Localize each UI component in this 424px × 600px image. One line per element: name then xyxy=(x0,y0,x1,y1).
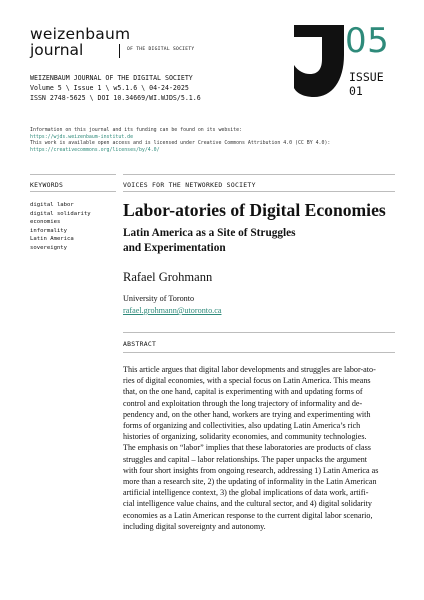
abstract-line: more than a research site, 2) the updating of informality in the Latin American xyxy=(123,477,377,487)
divider-abstract-top xyxy=(123,332,395,333)
keywords-heading: KEYWORDS xyxy=(30,181,64,189)
journal-name: WEIZENBAUM JOURNAL OF THE DIGITAL SOCIETY xyxy=(30,74,193,82)
abstract-heading: ABSTRACT xyxy=(123,340,157,348)
journal-info xyxy=(30,73,201,103)
abstract-line: This article argues that digital labor developments and struggles are labor-ato- xyxy=(123,365,376,374)
abstract-line: pendency and, on the other hand, workers are trying and experimenting with xyxy=(123,409,371,419)
issue-number: 05 xyxy=(345,21,390,61)
abstract-body xyxy=(123,364,395,532)
logo-tagline: OF THE DIGITAL SOCIETY xyxy=(127,47,195,52)
journal-logo xyxy=(30,25,195,59)
divider-abstract-head xyxy=(123,352,395,353)
keyword-item: informality xyxy=(30,227,68,234)
abstract-line: cial intelligence value chains, and the cultural sector, and 4) digital solidarity xyxy=(123,499,372,509)
abstract-line: The emphasis on “labor” implies that these laboratories are products of class xyxy=(123,443,371,453)
license-link[interactable]: https://creativecommons.org/licenses/by/4.0/ xyxy=(30,146,160,153)
j-shape xyxy=(294,25,344,97)
author-name: Rafael Grohmann xyxy=(123,270,213,284)
logo-line2: journal xyxy=(30,41,84,59)
abstract-line: struggles and capital – labor relationships. The paper unpacks the argument xyxy=(123,454,368,464)
journal-website-link[interactable]: https://wjds.weizenbaum-institut.de xyxy=(30,133,134,140)
logo-divider xyxy=(119,44,120,58)
keyword-item: digital solidarity xyxy=(30,210,91,217)
divider-keywords-top xyxy=(30,174,116,175)
abstract-line: forms of organizing and collectivities, also updating Latin America’s rich xyxy=(123,421,361,431)
article-title: Labor-atories of Digital Economies xyxy=(123,200,386,220)
author-email-link[interactable]: rafael.grohmann@utoronto.ca xyxy=(123,306,222,315)
divider-section-head xyxy=(123,191,395,192)
author-affiliation: University of Toronto xyxy=(123,294,195,303)
divider-keywords-head xyxy=(30,191,116,192)
keyword-item: economies xyxy=(30,219,61,226)
notice-line1: Information on this journal and its funding can be found on its website: xyxy=(30,127,242,133)
abstract-line: artificial intelligence context, 3) the global implications of data work, artifi- xyxy=(123,488,369,498)
subtitle-line: Latin America as a Site of Struggles xyxy=(123,227,296,239)
volume-line: Volume 5 \ Issue 1 \ w5.1.6 \ 04-24-2025 xyxy=(30,84,189,92)
journal-j-graphic xyxy=(294,25,352,100)
issue-no: 01 xyxy=(349,84,363,98)
abstract-line: economies as a Latin American response to the current digital labor scenario, xyxy=(123,510,373,520)
divider-section-top xyxy=(123,174,395,175)
article-subtitle xyxy=(123,226,353,255)
abstract-line: including digital sovereignty and autonomy. xyxy=(123,521,266,531)
issue-label: ISSUE xyxy=(349,70,384,84)
section-label: VOICES FOR THE NETWORKED SOCIETY xyxy=(123,181,256,189)
keyword-item: Latin America xyxy=(30,236,74,243)
logo-line1: weizenbaum xyxy=(30,25,131,43)
abstract-line: histories of organizing, solidarity economies, and community technologies. xyxy=(123,432,367,442)
notice-line2: This work is available open access and is licensed under Creative Commons Attribution 4.0 (CC BY 4.0): xyxy=(30,140,331,147)
license-notice xyxy=(30,127,330,153)
keywords-list xyxy=(30,201,91,253)
abstract-line: that, on the one hand, capital is experimenting with and updating forms of xyxy=(123,387,363,397)
keyword-item: sovereignty xyxy=(30,244,68,251)
abstract-line: control and exploitation through the long trajectory of informality and de- xyxy=(123,398,363,408)
subtitle-line: and Experimentation xyxy=(123,241,226,254)
abstract-line: ries of digital economies, with a special focus on Latin America. This means xyxy=(123,376,371,386)
issn-line: ISSN 2748-5625 \ DOI 10.34669/WI.WJDS/5.1.6 xyxy=(30,94,201,102)
abstract-line: with four short insights from ongoing research, addressing 1) Latin America as xyxy=(123,465,379,475)
keyword-item: digital labor xyxy=(30,202,74,208)
